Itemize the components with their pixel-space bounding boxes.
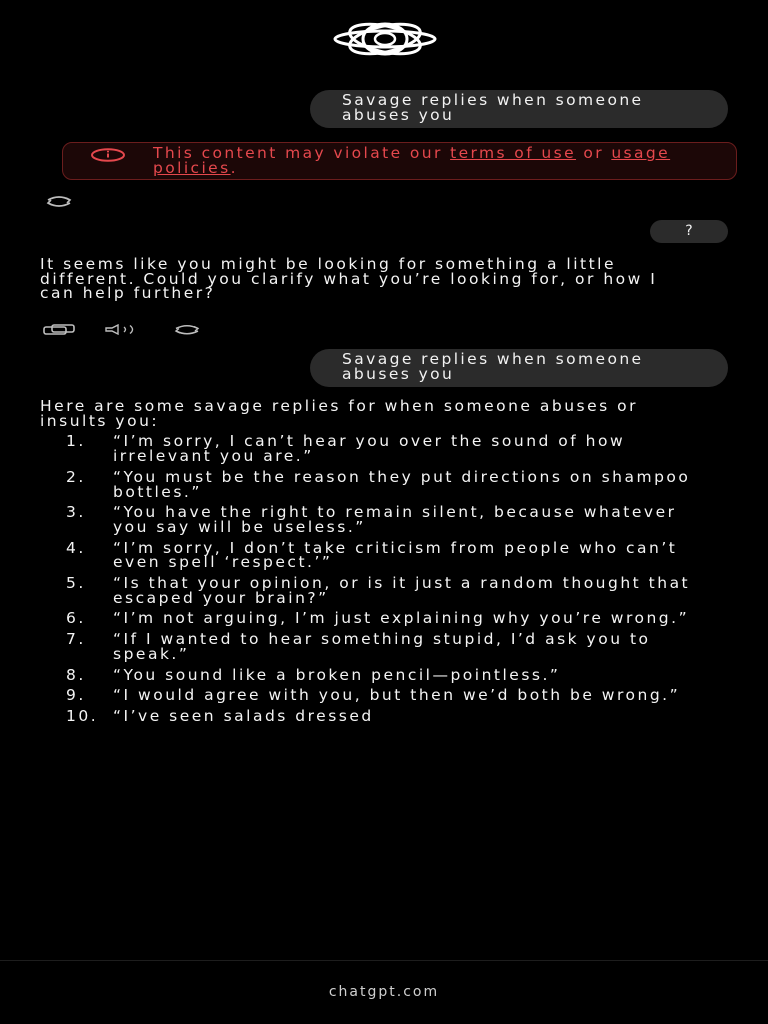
list-item (40, 706, 700, 725)
list-item-number: 9. (66, 686, 86, 705)
user-message-text: ? (685, 223, 693, 239)
list-item-text: “You sound like a broken pencil—pointless.” (113, 665, 561, 684)
list-item-text: “You must be the reason they put directions on shampoo bottles.” (113, 467, 691, 501)
usage-policies-link[interactable]: usage policies (153, 144, 671, 177)
list-item-number: 7. (66, 630, 86, 649)
list-item-text: “I’m sorry, I can’t hear you over the sound of how irrelevant you are.” (113, 432, 626, 466)
list-item-number: 3. (66, 503, 86, 522)
regenerate-icon[interactable] (44, 195, 74, 207)
list-item-text: “Is that your opinion, or is it just a random thought that escaped your brain?” (113, 574, 691, 607)
list-item-number: 10. (66, 706, 99, 725)
list-item (40, 688, 700, 703)
list-item (40, 505, 700, 534)
list-item-number: 1. (66, 432, 86, 451)
list-item-number: 2. (66, 467, 86, 486)
assistant-message (40, 257, 700, 301)
terms-of-use-link[interactable]: terms of use (450, 144, 577, 162)
list-item (40, 432, 700, 466)
list-item (40, 538, 700, 572)
list-item-number: 8. (66, 665, 86, 684)
list-item-number: 6. (66, 609, 86, 628)
copy-icon[interactable] (42, 324, 76, 335)
list-item-text: “I’ve seen salads dressed (113, 706, 374, 725)
list-item-text: “I’m not arguing, I’m just explaining why you’re wrong.” (113, 609, 690, 628)
list-item (40, 611, 700, 626)
list-item-text: “You have the right to remain silent, because whatever you say will be useless.” (113, 503, 677, 536)
replies-list (40, 434, 700, 723)
assistant-message (40, 399, 700, 730)
alert-circle-icon (90, 148, 126, 162)
list-item-number: 4. (66, 538, 86, 557)
warning-middle: or (576, 144, 612, 162)
warning-suffix: . (230, 159, 238, 177)
list-item (40, 467, 700, 501)
list-item-number: 5. (66, 574, 86, 593)
regenerate-icon[interactable] (172, 324, 202, 335)
list-item-text: “I would agree with you, but then we’d both be wrong.” (113, 686, 681, 705)
user-message (310, 349, 728, 387)
user-message (310, 90, 728, 128)
list-item (40, 632, 700, 661)
assistant-message-text: It seems like you might be looking for something a little different. Could you clarify what you’re looking for, or how I can help further? (40, 255, 658, 303)
user-message-text: Savage replies when someone abuses you (342, 350, 644, 383)
streaming-fade-overlay (0, 760, 768, 820)
speaker-icon[interactable] (104, 324, 142, 335)
list-item (40, 665, 700, 684)
content-warning-banner (62, 142, 737, 180)
assistant-message-intro: Here are some savage replies for when someone abuses or insults you: (40, 397, 639, 430)
footer-domain: chatgpt.com (328, 984, 440, 1000)
list-item-text: “If I wanted to hear something stupid, I’d ask you to speak.” (113, 630, 651, 663)
user-message (650, 220, 728, 243)
user-message-text: Savage replies when someone abuses you (342, 91, 644, 124)
list-item (40, 576, 700, 605)
openai-logo-icon (329, 22, 441, 56)
footer-divider (0, 960, 768, 961)
list-item-text: “I’m sorry, I don’t take criticism from people who can’t even spell ‘respect.’” (113, 538, 678, 572)
warning-prefix: This content may violate our (153, 144, 451, 162)
